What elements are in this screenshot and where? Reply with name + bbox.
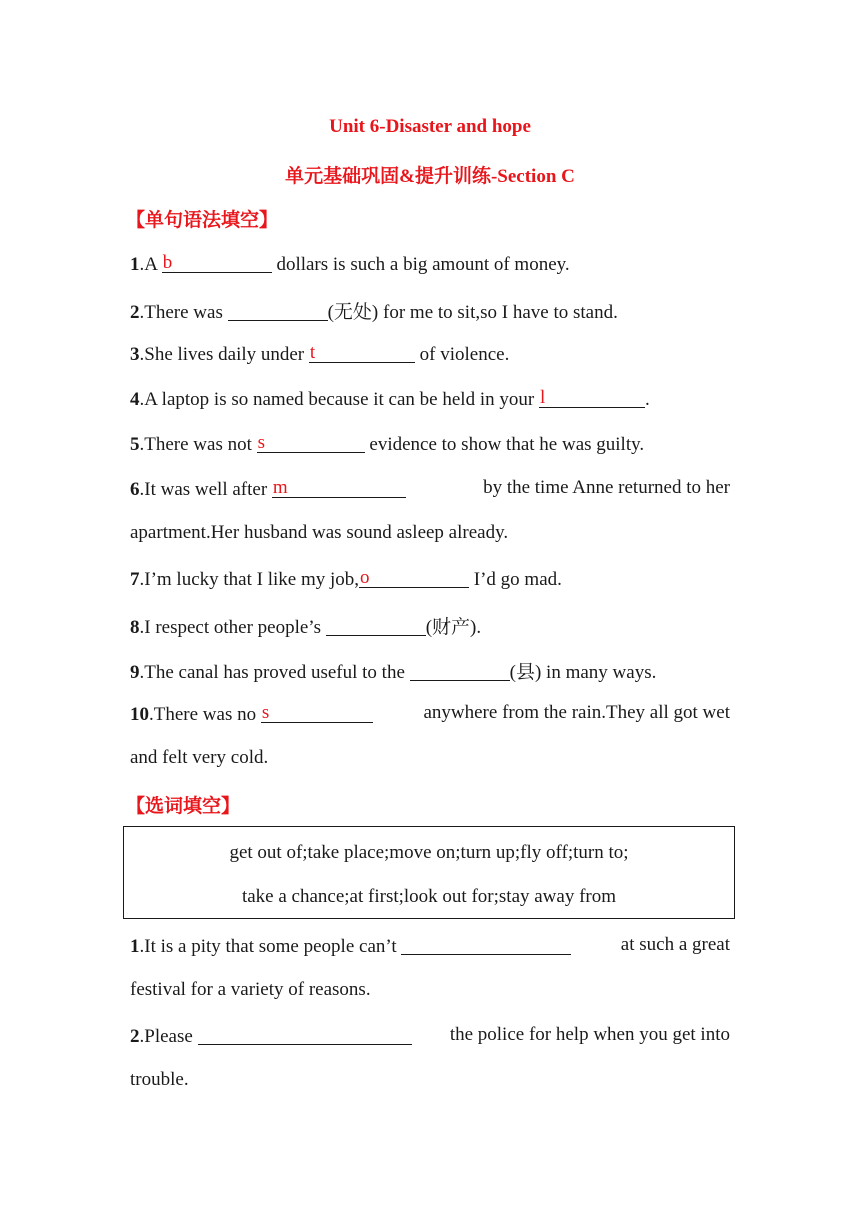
question-8: 8.I respect other people’s (财产). [130, 617, 482, 638]
answer-blank[interactable] [539, 387, 645, 408]
answer-blank[interactable] [272, 477, 406, 498]
answer-blank[interactable] [257, 432, 365, 453]
section-heading-word-choice: 【选词填空】 [126, 796, 241, 817]
question-number: 3 [130, 344, 140, 365]
question-number: 10 [130, 704, 149, 725]
page-subtitle: 单元基础巩固&提升训练-Section C [285, 166, 575, 187]
answer-blank[interactable] [401, 934, 571, 955]
hint-letter: s [257, 432, 266, 453]
question-number: 7 [130, 569, 140, 590]
question-10-continued: and felt very cold. [130, 747, 269, 768]
answer-blank[interactable] [228, 300, 328, 321]
question-10: 10.There was no s anywhere from the rain.They all got wet [130, 702, 730, 725]
question-6-continued: apartment.Her husband was sound asleep already. [130, 522, 509, 543]
page-title: Unit 6-Disaster and hope [329, 116, 531, 137]
hint-letter: o [360, 567, 370, 588]
hint-letter: b [162, 252, 173, 273]
question-number: 2 [130, 1026, 140, 1047]
answer-blank[interactable] [359, 567, 469, 588]
word-box-line-1: get out of;take place;move on;turn up;fly off;turn to; [229, 842, 629, 863]
word-box [123, 826, 735, 919]
question-3: 3.She lives daily under t of violence. [130, 342, 510, 365]
hint-letter: t [309, 342, 316, 363]
question-4: 4.A laptop is so named because it can be held in your l . [130, 387, 650, 410]
question-number: 8 [130, 617, 140, 638]
question-number: 5 [130, 434, 140, 455]
question-9: 9.The canal has proved useful to the (县) in many ways. [130, 662, 657, 683]
fill-question-1-continued: festival for a variety of reasons. [130, 979, 371, 1000]
fill-question-1: 1.It is a pity that some people can’t at such a great [130, 934, 730, 957]
question-number: 1 [130, 254, 140, 275]
answer-blank[interactable] [162, 252, 272, 273]
section-heading-grammar: 【单句语法填空】 [126, 210, 279, 231]
fill-question-2-continued: trouble. [130, 1069, 189, 1090]
word-box-line-2: take a chance;at first;look out for;stay away from [241, 886, 617, 907]
question-5: 5.There was not s evidence to show that he was guilty. [130, 432, 645, 455]
question-number: 6 [130, 479, 140, 500]
fill-question-2: 2.Please the police for help when you get into [130, 1024, 730, 1047]
question-number: 4 [130, 389, 140, 410]
answer-blank[interactable] [410, 660, 510, 681]
question-6: 6.It was well after m by the time Anne returned to her [130, 477, 730, 500]
answer-blank[interactable] [261, 702, 373, 723]
answer-blank[interactable] [198, 1024, 412, 1045]
question-7: 7.I’m lucky that I like my job, o I’d go mad. [130, 567, 562, 590]
question-1: 1.A b dollars is such a big amount of money. [130, 252, 570, 275]
hint-letter: m [272, 477, 288, 498]
hint-letter: l [539, 387, 546, 408]
question-2: 2.There was (无处) for me to sit,so I have to stand. [130, 302, 618, 323]
answer-blank[interactable] [309, 342, 415, 363]
hint-letter: s [261, 702, 270, 723]
question-number: 2 [130, 302, 140, 323]
question-number: 1 [130, 936, 140, 957]
answer-blank[interactable] [326, 615, 426, 636]
question-number: 9 [130, 662, 140, 683]
